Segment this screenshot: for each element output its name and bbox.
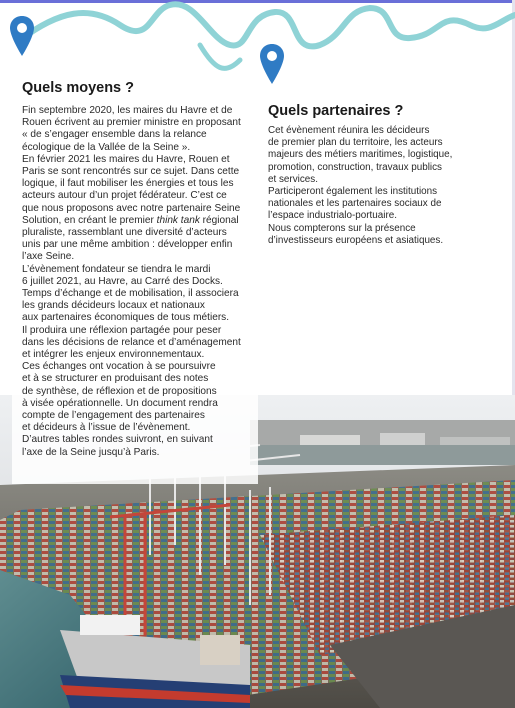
partners-paragraph-1: Cet évènement réunira les décideurs de premier plan du territoire, les acteurs majeurs des métiers maritimes, logistique, promotion, construction, travaux publics et services. <box>268 125 453 185</box>
means-text: Fin septembre 2020, les maires du Havre et de Rouen écrivent au premier ministre en proposant « de s’engager ensemble dans la relance écologique de la Vallée de la Seine ». En février 2021 les maires du Havre, Rouen et Paris se sont rencontrés sur ce sujet. Dans cette logique, il faut mobiliser les énergies et tous les acteurs autour d’un projet fédérateur. C’est ce que nous proposons avec notre partenaire Seine Solution, en créant le premier <box>22 105 241 226</box>
means-section <box>12 72 258 484</box>
map-pin-icon <box>260 44 284 84</box>
partners-paragraph-2: Participeront également les institutions nationales et les partenaires sociaux de l’espace industrialo-portuaire. <box>268 186 442 222</box>
means-text-end: régional pluraliste, rassemblant une diversité d’acteurs unis par une même ambition : développer enfin l’axe Seine. <box>22 214 239 263</box>
means-paragraph-2: L’évènement fondateur se tiendra le mardi 6 juillet 2021, au Havre, au Carré des Docks. Temps d’échange et de mobilisation, il associera les grands décideurs locaux et nationaux aux partenaires économiques de tous métiers. Il produira une réflexion partagée pour peser dans les décisions de relance et d’aménagement et intégrer les enjeux environnementaux. Ces échanges ont vocation à se poursuivre et à se structurer en produisant des notes de synthèse, de réflexion et de propositions à visée opérationnelle. Un document rendra compte de l’engagement des partenaires et décideurs à l’issue de l’évènement. D’autres tables rondes suivront, en suivant l’axe de la Seine jusqu’à Paris. <box>22 263 241 458</box>
means-heading: Quels moyens ? <box>22 80 135 96</box>
map-pin-icon <box>10 16 34 56</box>
means-italic-text: think tank <box>156 214 200 226</box>
partners-heading: Quels partenaires ? <box>268 103 404 119</box>
partners-section <box>268 103 488 247</box>
means-paragraph-1 <box>22 105 258 264</box>
partners-paragraph-3: Nous compterons sur la présence d’investisseurs européens et asiatiques. <box>268 222 444 246</box>
